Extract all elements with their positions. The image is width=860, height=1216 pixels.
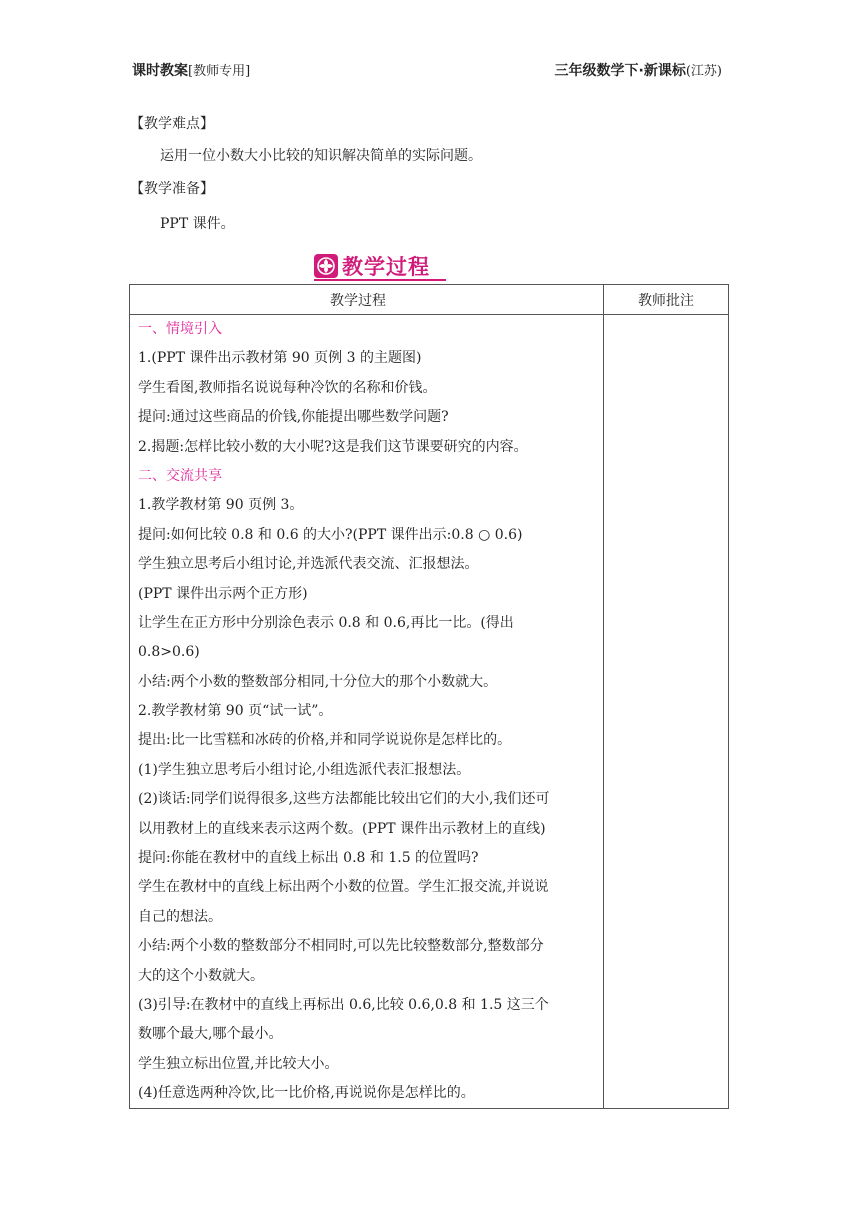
content-line: 让学生在正方形中分别涂色表示 0.8 和 0.6,再比一比。(得出 (138, 614, 514, 631)
content-line: 小结:两个小数的整数部分不相同时,可以先比较整数部分,整数部分 (138, 938, 544, 955)
content-line: (3)引导:在教材中的直线上再标出 0.6,比较 0.6,0.8 和 1.5 这三个 (138, 996, 549, 1013)
content-line: 自己的想法。 (138, 908, 222, 925)
column-header-notes: 教师批注 (638, 293, 694, 309)
content-line: 数哪个最大,哪个最小。 (138, 1026, 283, 1043)
content-line: 大的这个小数就大。 (138, 967, 264, 984)
content-line: 学生独立标出位置,并比较大小。 (138, 1055, 339, 1072)
content-line: (4)任意选两种冷饮,比一比价格,再说说你是怎样比的。 (138, 1085, 475, 1102)
content-line: 1.教学教材第 90 页例 3。 (138, 497, 304, 514)
content-line: 0.8>0.6) (138, 644, 200, 661)
section-heading: 二、交流共享 (138, 467, 222, 484)
column-divider (603, 285, 604, 1108)
content-line: 1.(PPT 课件出示教材第 90 页例 3 的主题图) (138, 350, 422, 367)
content-line: 提问:你能在教材中的直线上标出 0.8 和 1.5 的位置吗? (138, 850, 479, 867)
content-line: (2)谈话:同学们说得很多,这些方法都能比较出它们的大小,我们还可 (138, 791, 550, 808)
column-header-process: 教学过程 (330, 293, 386, 309)
header-right-title: 三年级数学下·新课标 (554, 63, 686, 79)
content-line: 提问:如何比较 0.8 和 0.6 的大小?(PPT 课件出示:0.8 ○ 0.6) (138, 526, 523, 543)
section-body-difficulty: 运用一位小数大小比较的知识解决简单的实际问题。 (160, 148, 482, 164)
content-line: 学生在教材中的直线上标出两个小数的位置。学生汇报交流,并说说 (138, 879, 549, 896)
content-line: 提出:比一比雪糕和冰砖的价格,并和同学说说你是怎样比的。 (138, 732, 512, 749)
header-left (132, 60, 250, 80)
banner-underline (314, 279, 446, 281)
content-line: 提问:通过这些商品的价钱,你能提出哪些数学问题? (138, 409, 449, 426)
header-left-note: [教师专用] (188, 64, 251, 79)
content-line: (PPT 课件出示两个正方形) (138, 585, 308, 602)
process-content (138, 315, 598, 1109)
section-body-preparation: PPT 课件。 (160, 216, 235, 232)
content-line: (1)学生独立思考后小组讨论,小组选派代表汇报想法。 (138, 761, 471, 778)
flower-logo-icon (314, 254, 338, 278)
section-heading: 一、情境引入 (138, 321, 222, 337)
content-line: 以用教材上的直线来表示这两个数。(PPT 课件出示教材上的直线) (138, 820, 546, 837)
content-line: 2.教学教材第 90 页“试一试”。 (138, 703, 333, 720)
content-line: 学生独立思考后小组讨论,并选派代表交流、汇报想法。 (138, 556, 479, 573)
header-right (555, 60, 722, 80)
teaching-process-banner (314, 253, 446, 279)
section-title-preparation: 【教学准备】 (130, 181, 214, 197)
content-line: 2.揭题:怎样比较小数的大小呢?这是我们这节课要研究的内容。 (138, 438, 528, 455)
content-line: 小结:两个小数的整数部分相同,十分位大的那个小数就大。 (138, 673, 498, 690)
header-right-note: (江苏) (685, 64, 722, 79)
section-title-difficulty: 【教学难点】 (130, 116, 214, 132)
banner-title: 教学过程 (342, 255, 430, 279)
header-left-title: 课时教案 (132, 63, 188, 79)
teaching-process-table (129, 284, 729, 1109)
content-line: 学生看图,教师指名说说每种冷饮的名称和价钱。 (138, 379, 437, 396)
